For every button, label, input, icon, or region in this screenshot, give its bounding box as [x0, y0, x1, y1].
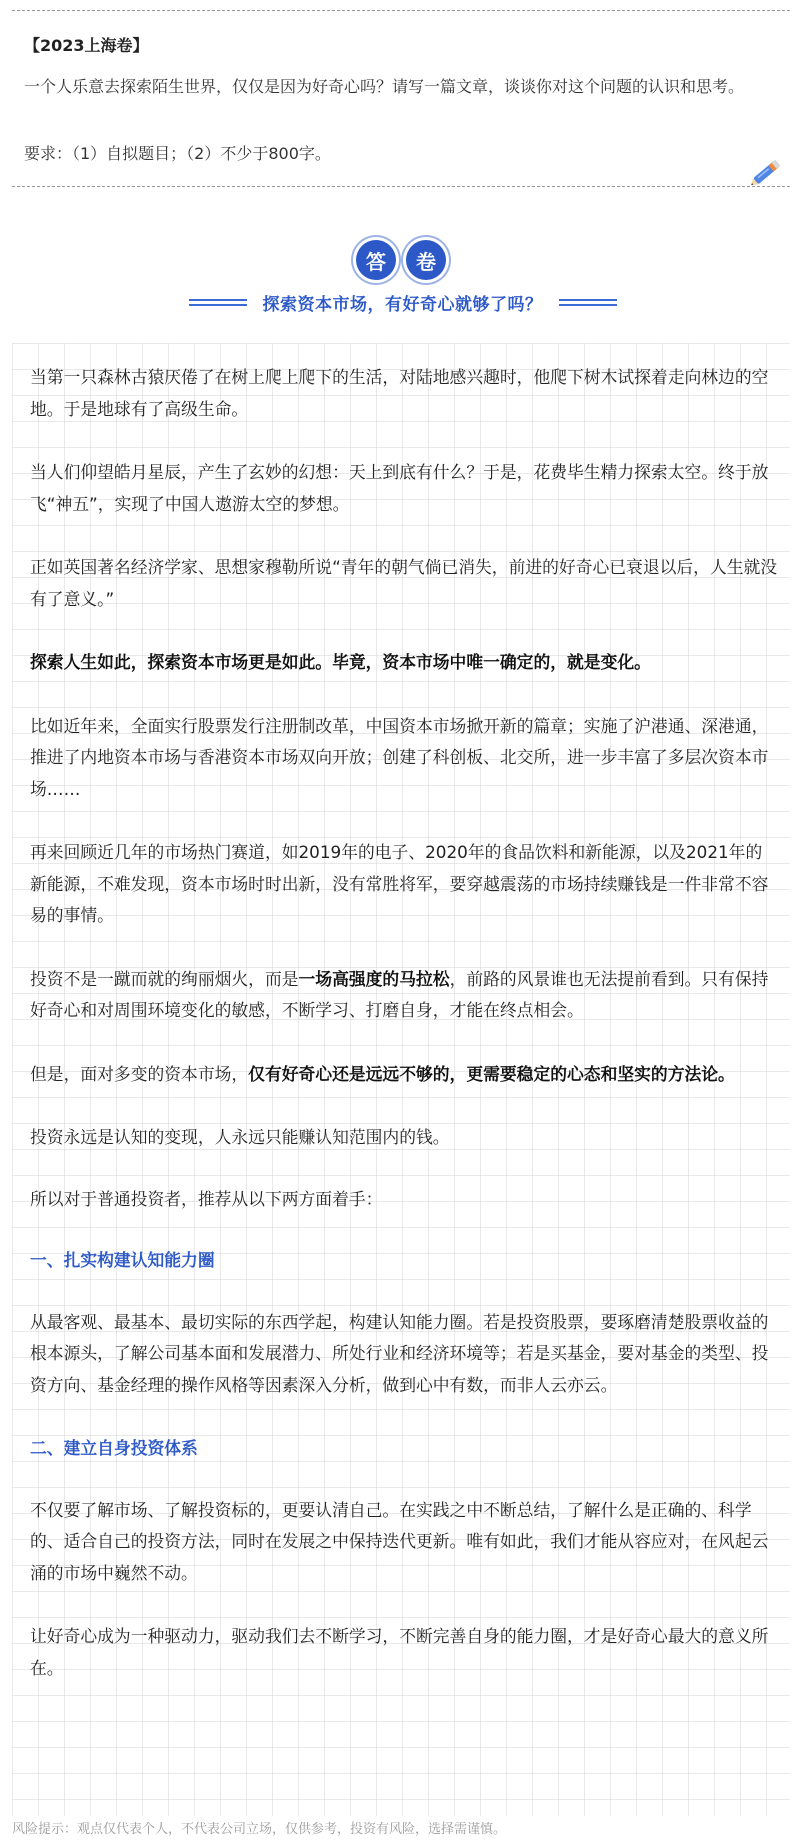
section-heading-1: 一、扎实构建认知能力圈	[30, 1250, 215, 1270]
paragraph: 再来回顾近几年的市场热门赛道，如2019年的电子、2020年的食品饮料和新能源，以及2021年的新能源，不难发现，资本市场时时出新，没有常胜将军，要穿越震荡的市场持续赚钱是一件非常不容易的事情。	[30, 842, 769, 925]
answer-circle-2: 卷	[406, 240, 446, 280]
paragraph	[30, 964, 778, 1027]
paragraph: 从最客观、最基本、最切实际的东西学起，构建认知能力圈。若是投资股票，要琢磨清楚股票收益的根本源头，了解公司基本面和发展潜力、所处行业和经济环境等；若是买基金，要对基金的类型、投资方向、基金经理的操作风格等因素深入分析，做到心中有数，而非人云亦云。	[30, 1311, 769, 1395]
risk-disclaimer: 风险提示：观点仅代表个人，不代表公司立场，仅供参考，投资有风险，选择需谨慎。	[12, 1822, 507, 1837]
text-run: ，前路的风景谁也无法提前看到。只有保持好奇心和对周围环境变化的敏感，不断学习、打磨自身，才能在终点相会。	[30, 968, 769, 1020]
paragraph: 所以对于普通投资者，推荐从以下两方面着手：	[30, 1188, 383, 1209]
text-run: 投资不是一蹴而就的绚丽烟火，而是	[30, 968, 299, 989]
prompt-question: 一个人乐意去探索陌生世界，仅仅是因为好奇心吗？请写一篇文章，谈谈你对这个问题的认识和思考。	[24, 77, 745, 96]
paragraph: 当第一只森林古猿厌倦了在树上爬上爬下的生活，对陆地感兴趣时，他爬下树木试探着走向林边的空地。于是地球有了高级生命。	[30, 367, 769, 419]
exam-prompt-box	[12, 10, 790, 187]
prompt-requirement: 要求：（1）自拟题目；（2）不少于800字。	[24, 144, 331, 163]
text-run: 但是，面对多变的资本市场，	[30, 1063, 249, 1084]
article-headline	[0, 290, 805, 315]
answer-circle-1: 答	[356, 240, 396, 280]
headline-right-rule	[559, 299, 617, 306]
section-heading-2: 二、建立自身投资体系	[30, 1438, 198, 1458]
prompt-title: 【2023上海卷】	[24, 36, 149, 55]
pen-icon	[746, 149, 790, 193]
text-run-bold: 仅有好奇心还是远远不够的，更需要稳定的心态和坚实的方法论。	[248, 1063, 735, 1084]
answer-badge	[356, 240, 446, 280]
paragraph	[30, 1059, 778, 1091]
paragraph-emphasis: 探索人生如此，探索资本市场更是如此。毕竟，资本市场中唯一确定的，就是变化。	[30, 652, 651, 672]
paragraph: 比如近年来，全面实行股票发行注册制改革，中国资本市场掀开新的篇章；实施了沪港通、深港通，推进了内地资本市场与香港资本市场双向开放；创建了科创板、北交所，进一步丰富了多层次资本市场……	[30, 715, 769, 799]
headline-text: 探索资本市场，有好奇心就够了吗？	[262, 295, 543, 315]
paragraph: 当人们仰望皓月星辰，产生了玄妙的幻想：天上到底有什么？于是，花费毕生精力探索太空。终于放飞“神五”，实现了中国人遨游太空的梦想。	[30, 462, 769, 514]
paragraph: 投资永远是认知的变现，人永远只能赚认知范围内的钱。	[30, 1127, 450, 1147]
headline-left-rule	[189, 299, 247, 306]
text-run-bold: 一场高强度的马拉松	[298, 968, 450, 989]
paragraph: 让好奇心成为一种驱动力，驱动我们去不断学习，不断完善自身的能力圈，才是好奇心最大的意义所在。	[30, 1626, 769, 1678]
paragraph: 正如英国著名经济学家、思想家穆勒所说“青年的朝气倘已消失，前进的好奇心已衰退以后，人生就没有了意义。”	[30, 557, 778, 609]
paragraph: 不仅要了解市场、了解投资标的，更要认清自己。在实践之中不断总结，了解什么是正确的、科学的、适合自己的投资方法，同时在发展之中保持迭代更新。唯有如此，我们才能从容应对，在风起云涌的市场中巍然不动。	[30, 1499, 769, 1583]
article-body	[30, 362, 778, 1716]
